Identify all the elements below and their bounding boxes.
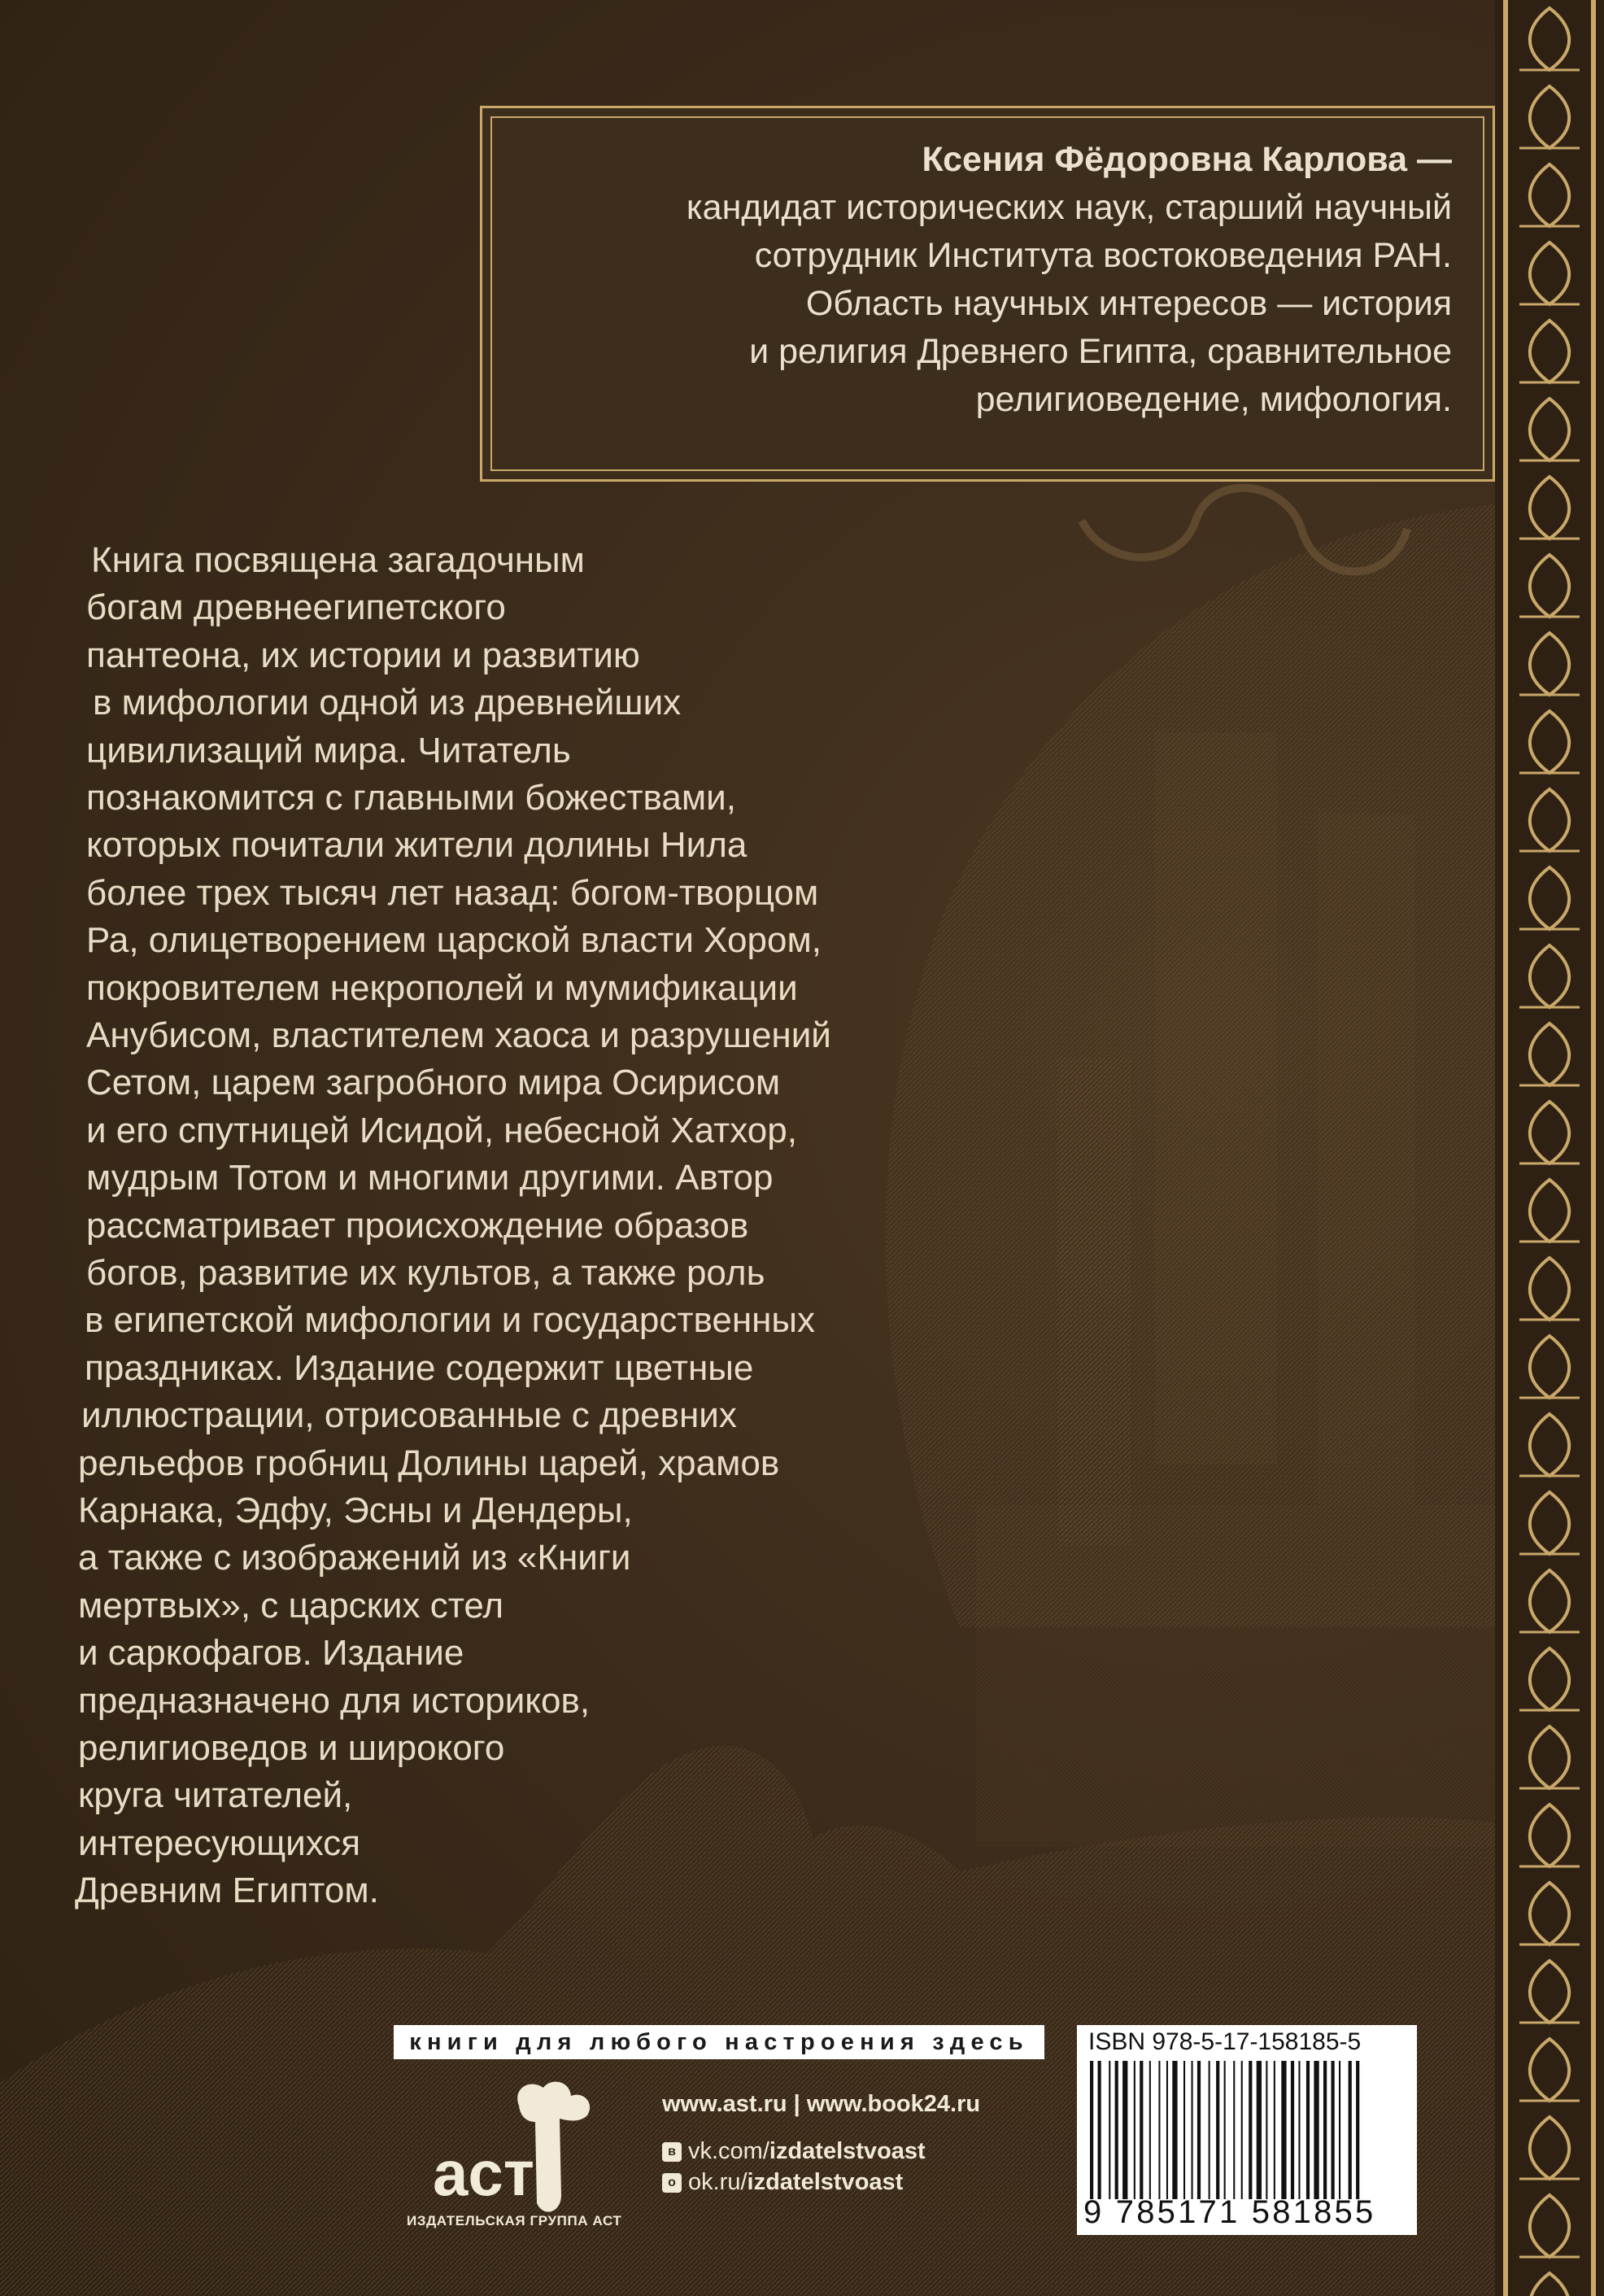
description-line: богам древнеегипетского bbox=[86, 587, 506, 627]
slogan-text: книги для любого настроения здесь bbox=[409, 2029, 1029, 2055]
description-line: круга читателей, bbox=[78, 1775, 353, 1815]
author-bio-line: и религия Древнего Египта, сравнительное bbox=[749, 332, 1452, 371]
ok-prefix: ok.ru/ bbox=[688, 2169, 748, 2195]
publisher-slogan-bar bbox=[394, 2025, 1044, 2059]
description-line: покровителем некрополей и мумификации bbox=[86, 968, 798, 1008]
description-line: цивилизаций мира. Читатель bbox=[86, 731, 571, 770]
isbn-label: ISBN 978-5-17-158185-5 bbox=[1088, 2028, 1362, 2055]
description-line: Сетом, царем загробного мира Осирисом bbox=[86, 1063, 781, 1102]
description-line: богов, развитие их культов, а также роль bbox=[86, 1253, 765, 1293]
description-line: предназначено для историков, bbox=[78, 1681, 591, 1721]
vk-handle: izdatelstvoast bbox=[769, 2138, 926, 2164]
isbn-barcode-box bbox=[1077, 2025, 1417, 2235]
website-links[interactable]: www.ast.ru | www.book24.ru bbox=[662, 2091, 981, 2117]
description-line: пантеона, их истории и развитию bbox=[86, 635, 640, 675]
author-bio-line: кандидат исторических наук, старший научный bbox=[686, 188, 1452, 227]
author-bio-line: сотрудник Института востоковедения РАН. bbox=[754, 236, 1452, 275]
ok-handle: izdatelstvoast bbox=[747, 2169, 904, 2195]
ok-link[interactable] bbox=[662, 2169, 903, 2196]
ok-icon: о bbox=[662, 2173, 682, 2193]
author-bio-line: Область научных интересов — история bbox=[805, 284, 1452, 323]
description-line: познакомится с главными божествами, bbox=[86, 778, 736, 818]
description-line: интересующихся bbox=[78, 1823, 361, 1863]
barcode-digits: 9 785171 581855 bbox=[1083, 2194, 1376, 2230]
vk-link[interactable] bbox=[662, 2138, 926, 2165]
description-line: и саркофагов. Издание bbox=[78, 1633, 464, 1673]
vk-prefix: vk.com/ bbox=[688, 2138, 769, 2164]
description-line: религиоведов и широкого bbox=[78, 1728, 505, 1768]
description-line: в египетской мифологии и государственных bbox=[85, 1300, 816, 1340]
description-line: более трех тысяч лет назад: богом-творцом bbox=[86, 873, 819, 913]
description-line: в мифологии одной из древнейших bbox=[93, 683, 682, 722]
author-info-box bbox=[480, 106, 1495, 482]
description-line: рельефов гробниц Долины царей, храмов bbox=[78, 1443, 780, 1483]
description-line: Ра, олицетворением царской власти Хором, bbox=[86, 920, 822, 960]
author-name: Ксения Фёдоровна Карлова — bbox=[922, 140, 1452, 179]
description-line: мудрым Тотом и многими другими. Автор bbox=[86, 1158, 774, 1198]
publisher-caption: ИЗДАТЕЛЬСКАЯ ГРУППА АСТ bbox=[407, 2213, 622, 2228]
author-bio-line: религиоведение, мифология. bbox=[975, 380, 1452, 419]
author-bio bbox=[515, 136, 1452, 424]
ast-logo bbox=[407, 2073, 651, 2236]
ast-logo-text: аст bbox=[433, 2137, 534, 2209]
description-line: которых почитали жители долины Нила bbox=[86, 825, 748, 865]
barcode bbox=[1085, 2061, 1409, 2199]
description-line: Анубисом, властителем хаоса и разрушений bbox=[86, 1015, 831, 1055]
description-line: рассматривает происхождение образов bbox=[86, 1206, 749, 1246]
description-line: Древним Египтом. bbox=[75, 1870, 379, 1910]
description-line: Книга посвящена загадочным bbox=[91, 540, 585, 580]
vk-icon: в bbox=[662, 2142, 682, 2162]
description-line: праздниках. Издание содержит цветные bbox=[85, 1348, 754, 1388]
description-line: иллюстрации, отрисованные с древних bbox=[81, 1395, 737, 1435]
description-line: а также с изображений из «Книги bbox=[78, 1538, 631, 1578]
description-line: и его спутницей Исидой, небесной Хатхор, bbox=[86, 1111, 797, 1150]
description-line: Карнака, Эдфу, Эсны и Дендеры, bbox=[78, 1491, 633, 1530]
decorative-border-strip bbox=[1495, 0, 1604, 2296]
description-line: мертвых», с царских стел bbox=[78, 1586, 504, 1626]
